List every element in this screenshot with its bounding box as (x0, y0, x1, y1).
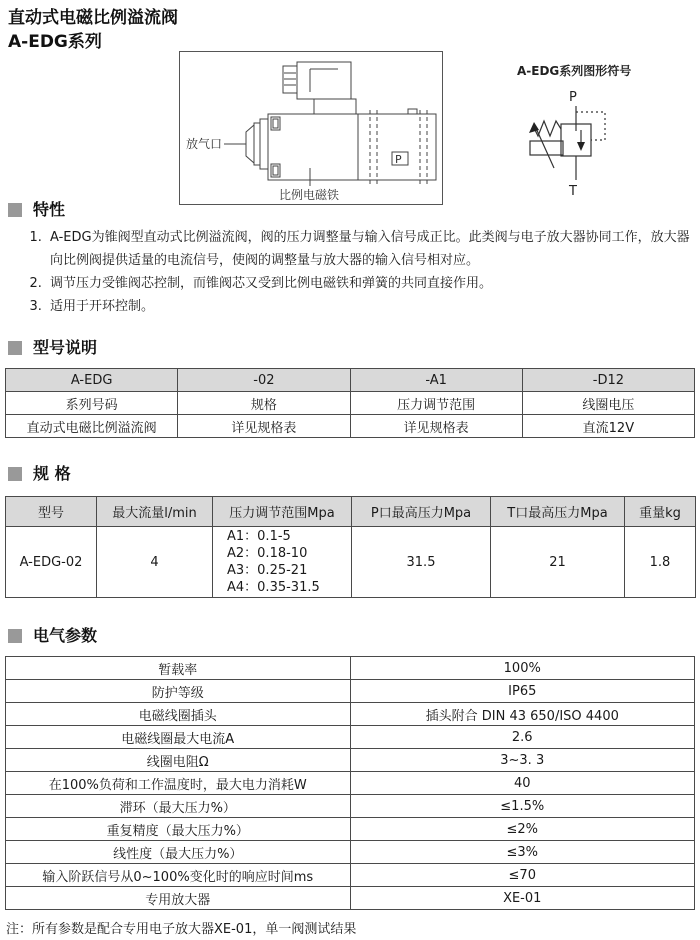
param-value: 40 (350, 772, 695, 795)
symbol-t-label: T (569, 184, 577, 199)
section-square-icon (8, 629, 22, 643)
p-port-label: P (395, 153, 402, 166)
param-value: ≤3% (350, 841, 695, 864)
param-name: 防护等级 (6, 680, 351, 703)
table-cell: -A1 (350, 369, 522, 392)
param-name: 线性度（最大压力%） (6, 841, 351, 864)
param-name: 电磁线圈插头 (6, 703, 351, 726)
table-row (6, 415, 695, 438)
param-name: 电磁线圈最大电流A (6, 726, 351, 749)
table-cell: -D12 (522, 369, 694, 392)
param-value: 2.6 (350, 726, 695, 749)
param-value: ≤2% (350, 818, 695, 841)
table-row (6, 818, 695, 841)
section-square-icon (8, 203, 22, 217)
symbol-p-label: P (569, 90, 577, 105)
features-heading-label: 特性 (33, 200, 66, 219)
param-name: 在100%负荷和工作温度时，最大电力消耗W (6, 772, 351, 795)
table-cell: 4 (97, 527, 213, 598)
column-header: 重量kg (625, 497, 696, 527)
column-header: 压力调节范围Mpa (213, 497, 352, 527)
param-value: ≤1.5% (350, 795, 695, 818)
table-cell: 31.5 (352, 527, 491, 598)
pressure-range: A2：0.18-10 (227, 546, 308, 561)
valve-drawing-icon (180, 52, 442, 204)
table-cell: 规格 (178, 392, 350, 415)
section-square-icon (8, 341, 22, 355)
table-cell: 21 (491, 527, 625, 598)
symbol-title: A-EDG系列图形符号 (517, 64, 632, 78)
param-name: 滞环（最大压力%） (6, 795, 351, 818)
footnote: 注：所有参数是配合专用电子放大器XE-01，单一阀测试结果 (6, 922, 357, 937)
param-name: 线圈电阻Ω (6, 749, 351, 772)
column-header: P口最高压力Mpa (352, 497, 491, 527)
table-row (6, 726, 695, 749)
table-row (6, 772, 695, 795)
column-header: T口最高压力Mpa (491, 497, 625, 527)
list-item: 1. A-EDG为锥阀型直动式比例溢流阀，阀的压力调整量与输入信号成正比。此类阀与电子放大器协同工作，放大器向比例阀提供适量的电流信号，使阀的调整量与放大器的输入信号相对应。 (46, 226, 700, 272)
hydraulic-symbol-icon (505, 84, 655, 204)
column-header: 最大流量l/min (97, 497, 213, 527)
table-row (6, 657, 695, 680)
page-title-block (8, 6, 178, 54)
table-cell: 详见规格表 (350, 415, 522, 438)
param-name: 重复精度（最大压力%） (6, 818, 351, 841)
table-cell: 1.8 (625, 527, 696, 598)
pressure-range: A3：0.25-21 (227, 563, 308, 578)
table-row (6, 680, 695, 703)
pressure-range: A4：0.35-31.5 (227, 580, 320, 595)
top-area (0, 0, 700, 202)
table-cell: 直动式电磁比例溢流阀 (6, 415, 178, 438)
table-cell: A-EDG (6, 369, 178, 392)
pressure-range: A1：0.1-5 (227, 529, 291, 544)
table-cell (213, 527, 352, 598)
table-cell: 直流12V (522, 415, 694, 438)
table-row (6, 392, 695, 415)
page-subtitle: A-EDG系列 (8, 32, 102, 52)
table-cell: 系列号码 (6, 392, 178, 415)
table-row (6, 369, 695, 392)
table-cell: -02 (178, 369, 350, 392)
specs-table (5, 496, 696, 598)
specs-heading (0, 464, 700, 484)
table-cell: 压力调节范围 (350, 392, 522, 415)
table-row (6, 887, 695, 910)
param-name: 暂载率 (6, 657, 351, 680)
param-value: 100% (350, 657, 695, 680)
proportional-solenoid-label: 比例电磁铁 (279, 188, 340, 202)
param-value: XE-01 (350, 887, 695, 910)
table-row (6, 749, 695, 772)
table-cell: A-EDG-02 (6, 527, 97, 598)
electrical-heading-label: 电气参数 (33, 626, 98, 645)
list-item: 3. 适用于开环控制。 (46, 295, 700, 318)
table-row (6, 841, 695, 864)
page-title: 直动式电磁比例溢流阀 (8, 8, 178, 28)
table-row (6, 497, 696, 527)
param-value: 3~3. 3 (350, 749, 695, 772)
model-code-heading-label: 型号说明 (33, 338, 98, 357)
electrical-table (5, 656, 695, 910)
list-item: 2. 调节压力受锥阀芯控制，而锥阀芯又受到比例电磁铁和弹簧的共同直接作用。 (46, 272, 700, 295)
param-value: ≤70 (350, 864, 695, 887)
table-row (6, 864, 695, 887)
bleed-port-label: 放气口 (186, 137, 223, 151)
features-list (0, 226, 700, 318)
table-cell: 线圈电压 (522, 392, 694, 415)
section-square-icon (8, 467, 22, 481)
param-value: IP65 (350, 680, 695, 703)
table-row (6, 795, 695, 818)
model-code-heading (0, 338, 700, 358)
table-row (6, 527, 696, 598)
model-code-table (5, 368, 695, 438)
valve-drawing-frame (179, 51, 443, 205)
table-row (6, 703, 695, 726)
param-value: 插头附合 DIN 43 650/ISO 4400 (350, 703, 695, 726)
param-name: 输入阶跃信号从0~100%变化时的响应时间ms (6, 864, 351, 887)
column-header: 型号 (6, 497, 97, 527)
electrical-heading (0, 626, 700, 646)
param-name: 专用放大器 (6, 887, 351, 910)
table-cell: 详见规格表 (178, 415, 350, 438)
specs-heading-label: 规 格 (33, 464, 71, 483)
